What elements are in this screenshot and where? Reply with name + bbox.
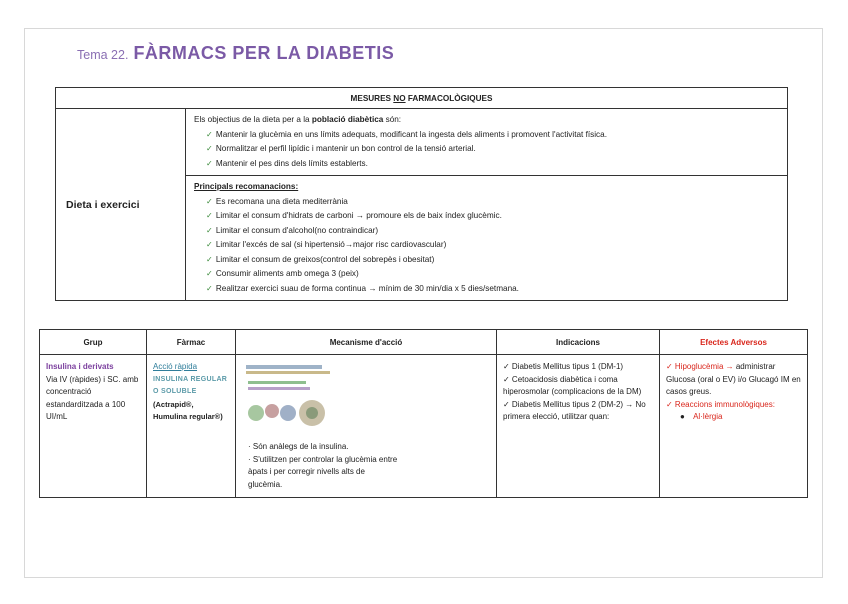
objective-item: ✓ Mantenir la glucèmia en uns límits adequats, modificant la ingesta dels aliments i promovent l'activitat física.: [194, 128, 779, 143]
document-page: [24, 28, 823, 578]
recommendation-item: ✓ Realitzar exercici suau de forma continua → mínim de 30 min/dia x 5 dies/setmana.: [194, 282, 779, 297]
recommendation-item: ✓ Limitar el consum de greixos(control del sobrepès i obesitat): [194, 253, 779, 268]
title-prefix: Tema 22.: [77, 48, 129, 62]
objective-item: ✓ Normalitzar el perfil lipídic i mantenir un bon control de la tensió arterial.: [194, 142, 779, 157]
non-pharmacological-table: [55, 87, 788, 301]
adverse-hypoglycemia: [666, 361, 801, 399]
group-text: Via IV (ràpides) i SC. amb concentració estandarditzada a 100 UI/mL: [46, 374, 139, 421]
intro-bold: població diabètica: [311, 115, 384, 124]
mechanism-text: [248, 441, 398, 491]
indication-item: ✓ Cetoacidosis diabètica i coma hiperosmolar (complicacions de la DM): [503, 374, 642, 396]
recommendations-heading: Principals recomanacions:: [194, 182, 299, 191]
indication-item: ✓ Diabetis Mellitus tipus 1 (DM-1): [503, 362, 624, 371]
drug-name: INSULINA REGULAR O SOLUBLE: [153, 375, 228, 395]
insulin-structure-image: [242, 361, 338, 441]
drug-link[interactable]: Acció ràpida: [153, 362, 198, 371]
bullet-dot: ●: [680, 412, 685, 421]
adverse-hypo-rest: administrar Glucosa (oral o EV) i/o Glucagó IM en casos greus.: [666, 362, 801, 396]
intro-pre: Els objectius de la dieta per a la: [194, 115, 312, 124]
objectives-intro: [194, 113, 779, 128]
recommendation-item: ✓ Limitar el consum d'hidrats de carboni → promoure els de baix índex glucèmic.: [194, 209, 779, 224]
objectives-cell: [186, 109, 788, 176]
header-group: Grup: [40, 330, 147, 355]
title-main: FÀRMACS PER LA DIABETIS: [133, 43, 395, 63]
heading-pre: MESURES: [350, 93, 394, 103]
heading-no: NO: [393, 93, 406, 103]
indications-cell: [497, 355, 660, 498]
group-title: Insulina i derivats: [46, 362, 114, 371]
mechanism-line: · S'utilitzen per controlar la glucèmia entre àpats i per corregir nivells alts de glucèmia.: [248, 454, 398, 489]
adverse-cell: [660, 355, 808, 498]
diet-exercise-label: Dieta i exercici: [56, 109, 186, 301]
heading-post: FARMACOLÒGIQUES: [405, 93, 493, 103]
adverse-bullet-item: [666, 411, 801, 424]
group-cell: [40, 355, 147, 498]
header-indications: Indicacions: [497, 330, 660, 355]
objective-item: ✓ Mantenir el pes dins dels límits establerts.: [194, 157, 779, 172]
indication-item: ✓ Diabetis Mellitus tipus 2 (DM-2) → No primera elecció, utilitzar quan:: [503, 399, 646, 421]
recommendation-item: ✓ Es recomana una dieta mediterrània: [194, 195, 779, 210]
mechanism-cell: [236, 355, 497, 498]
intro-post: són:: [383, 115, 402, 124]
adverse-hypo-red: ✓ Hipoglucèmia →: [666, 362, 734, 371]
adverse-allergy: Al·lèrgia: [693, 412, 723, 421]
recommendation-item: ✓ Limitar el consum d'alcohol(no contraindicar): [194, 224, 779, 239]
measures-heading: [56, 88, 788, 109]
adverse-immunological: ✓ Reaccions immunològiques:: [666, 399, 775, 409]
drug-cell: [147, 355, 236, 498]
mechanism-line: · Són anàlegs de la insulina.: [248, 442, 349, 451]
header-drug: Fàrmac: [147, 330, 236, 355]
recommendation-item: ✓ Consumir aliments amb omega 3 (peix): [194, 267, 779, 282]
header-adverse: Efectes Adversos: [660, 330, 808, 355]
header-mechanism: Mecanisme d'acció: [236, 330, 497, 355]
recommendation-item: ✓ Limitar l'excés de sal (si hipertensió→major risc cardiovascular): [194, 238, 779, 253]
drugs-table: [39, 329, 808, 498]
drug-brands: (Actrapid®, Humulina regular®): [153, 399, 223, 421]
recommendations-cell: [186, 176, 788, 301]
page-title: [77, 43, 394, 64]
